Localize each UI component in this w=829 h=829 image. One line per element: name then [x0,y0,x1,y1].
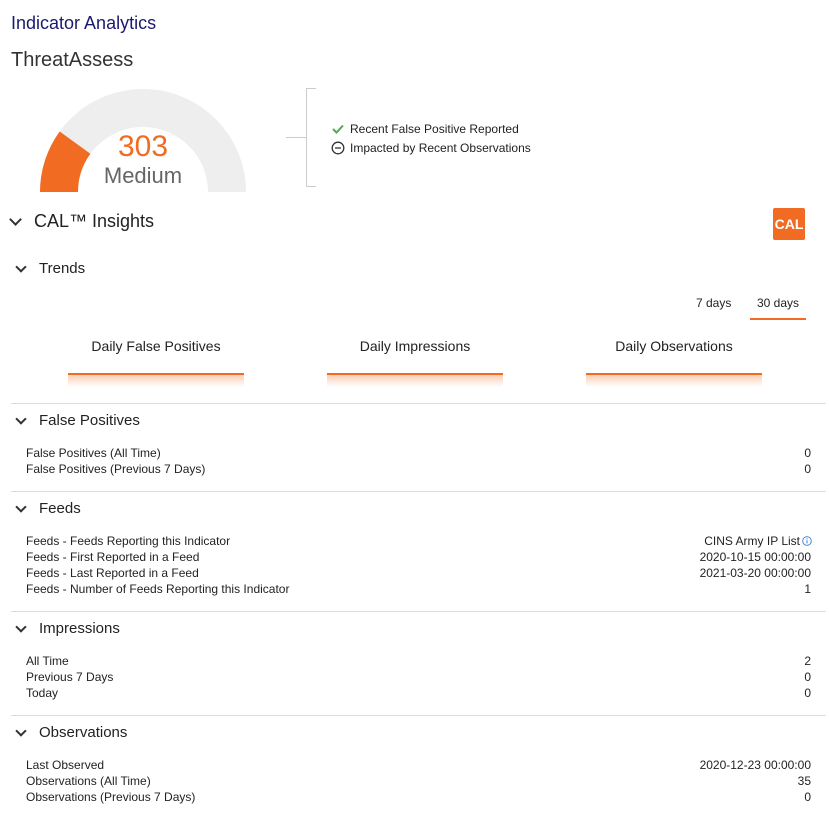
chevron-down-icon [15,501,26,512]
trend-label-observations: Daily Observations [615,338,733,354]
chevron-down-icon [15,725,26,736]
row-value [704,534,812,548]
row-value: 2 [804,654,811,668]
row-label: All Time [26,654,69,668]
row-value: 2020-10-15 00:00:00 [699,550,811,564]
cal-logo: CAL [773,208,805,240]
factor-bracket [306,88,316,187]
cal-insights-title: CAL™ Insights [34,211,155,231]
factor-label: Impacted by Recent Observations [350,141,531,155]
chevron-down-icon [15,413,26,424]
check-icon [331,122,345,136]
row-label: Feeds - Last Reported in a Feed [26,566,199,580]
sparkline-observations [586,373,762,387]
range-tab-7-days[interactable]: 7 days [696,296,732,310]
observations-toggle[interactable] [17,724,127,741]
row-label: Previous 7 Days [26,670,114,684]
gauge-score: 303 [117,130,169,163]
row-label: Today [26,686,59,700]
chevron-down-icon [9,213,22,226]
row-label: False Positives (All Time) [26,446,161,460]
row-value: 35 [797,774,811,788]
feed-name-link[interactable]: CINS Army IP List [704,534,800,548]
gauge-level: Medium [103,163,183,188]
chevron-down-icon [15,261,26,272]
factor-recent-observations [331,141,531,155]
divider [11,715,826,716]
info-icon[interactable] [802,536,812,546]
row-value: 0 [804,446,811,460]
row-label: Feeds - First Reported in a Feed [26,550,200,564]
factor-label: Recent False Positive Reported [350,122,519,136]
factor-recent-false-positive [331,122,519,136]
row-label: Last Observed [26,758,105,772]
trends-toggle[interactable] [17,260,85,277]
feeds-title: Feeds [39,500,81,517]
observations-title: Observations [39,724,128,741]
sparkline-false-positives [68,373,244,387]
row-label: Feeds - Number of Feeds Reporting this Indicator [26,582,290,596]
range-tab-30-days[interactable]: 30 days [750,296,806,320]
row-value: 2021-03-20 00:00:00 [699,566,811,580]
row-label: Observations (Previous 7 Days) [26,790,196,804]
row-label: Feeds - Feeds Reporting this Indicator [26,534,231,548]
connector-line [286,137,306,138]
row-value: 0 [804,670,811,684]
impressions-toggle[interactable] [17,620,120,637]
impressions-title: Impressions [39,620,120,637]
row-value: 0 [804,686,811,700]
app-title: Indicator Analytics [11,13,157,33]
trend-label-impressions: Daily Impressions [359,338,471,354]
divider [11,611,826,612]
minus-circle-icon [331,141,345,155]
sparkline-impressions [327,373,503,387]
trend-label-false-positives: Daily False Positives [91,338,221,354]
trends-title: Trends [39,260,86,277]
cal-insights-toggle[interactable] [11,211,154,232]
row-value: 0 [804,790,811,804]
false-positives-toggle[interactable] [17,412,140,429]
false-positives-title: False Positives [39,412,140,429]
row-label: Observations (All Time) [26,774,151,788]
chevron-down-icon [15,621,26,632]
divider [11,403,826,404]
divider [11,491,826,492]
section-title: ThreatAssess [11,49,134,71]
row-label: False Positives (Previous 7 Days) [26,462,206,476]
row-value: 2020-12-23 00:00:00 [699,758,811,772]
feeds-toggle[interactable] [17,500,81,517]
row-value: 1 [804,582,811,596]
row-value: 0 [804,462,811,476]
